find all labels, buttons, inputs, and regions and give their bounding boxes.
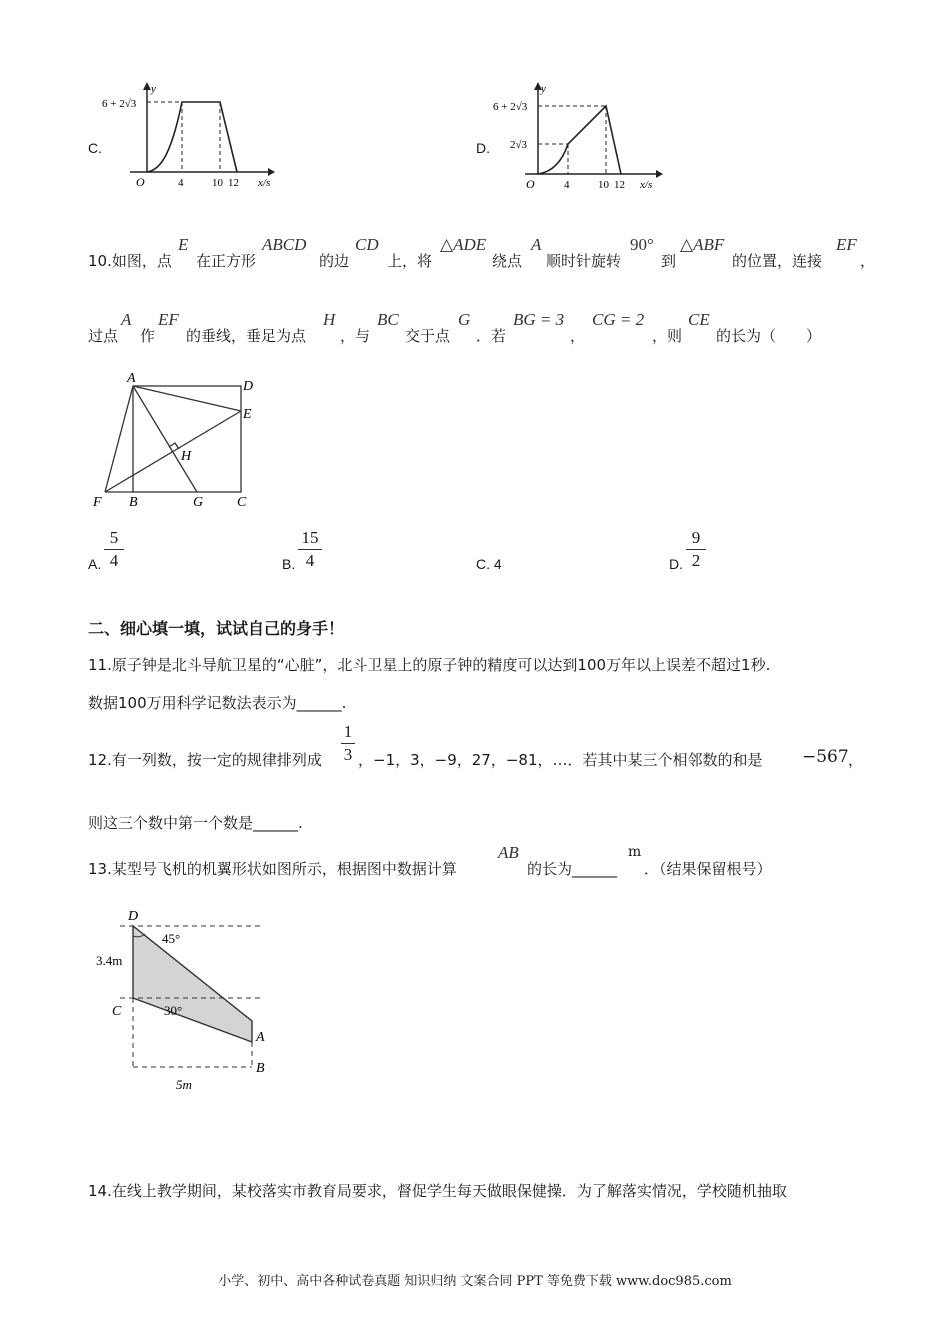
svg-text:12: 12 xyxy=(228,177,239,189)
q13-figure xyxy=(90,905,280,1095)
option-a: A. xyxy=(88,556,102,572)
svg-text:3.4m: 3.4m xyxy=(96,953,123,968)
q10-text: 10.如图，点 xyxy=(88,252,172,270)
svg-text:F: F xyxy=(93,495,102,510)
fraction-d: 9 2 xyxy=(686,528,706,571)
svg-text:x/s: x/s xyxy=(640,179,653,191)
footer-text: 小学、初中、高中各种试卷真题 知识归纳 文案合同 PPT 等免费下载 xyxy=(218,1274,612,1289)
q11-line1: 11.原子钟是北斗导航卫星的“心脏”，北斗卫星上的原子钟的精度可以达到100万年以上误差不超过1秒. xyxy=(88,656,771,674)
option-d: D. xyxy=(669,556,683,572)
svg-text:B: B xyxy=(256,1061,265,1076)
q12-fraction: 1 3 xyxy=(341,722,355,765)
q14-line1: 14.在线上教学期间，某校落实市教育局要求，督促学生每天做眼保健操．为了解落实情况，学校随机抽取 xyxy=(88,1182,787,1200)
svg-text:C: C xyxy=(112,1004,122,1019)
fraction-b: 15 4 xyxy=(298,528,322,571)
q11-line2: 数据100万用科学记数法表示为______. xyxy=(88,694,347,712)
svg-text:45°: 45° xyxy=(162,931,181,946)
svg-text:30°: 30° xyxy=(164,1003,183,1018)
option-c-label: C. xyxy=(88,140,102,156)
peak-label: 6 + 2√3 xyxy=(102,98,137,110)
svg-text:H: H xyxy=(181,449,192,464)
svg-text:12: 12 xyxy=(614,179,625,191)
svg-text:A: A xyxy=(256,1030,265,1045)
q12-text: 12.有一列数，按一定的规律排列成 xyxy=(88,751,322,769)
svg-text:D: D xyxy=(243,379,254,394)
svg-text:6 + 2√3: 6 + 2√3 xyxy=(493,101,528,113)
svg-text:D: D xyxy=(128,909,139,924)
svg-text:4: 4 xyxy=(178,177,184,189)
svg-text:x/s: x/s xyxy=(258,177,271,189)
svg-text:O: O xyxy=(136,175,145,189)
svg-text:y: y xyxy=(151,83,156,95)
option-d-label: D. xyxy=(476,140,490,156)
svg-text:5m: 5m xyxy=(176,1077,192,1092)
svg-text:2√3: 2√3 xyxy=(510,139,528,151)
q12-line2: 则这三个数中第一个数是______. xyxy=(88,814,303,832)
graph-curve xyxy=(538,106,621,174)
svg-text:4: 4 xyxy=(564,179,570,191)
svg-text:B: B xyxy=(129,495,138,510)
option-c: C. 4 xyxy=(476,556,502,572)
svg-text:y: y xyxy=(541,83,546,95)
fraction-a: 5 4 xyxy=(104,528,124,571)
svg-text:C: C xyxy=(237,495,247,510)
graph-option-c xyxy=(100,80,280,190)
svg-text:E: E xyxy=(243,407,252,422)
svg-text:10: 10 xyxy=(598,179,609,191)
svg-text:G: G xyxy=(193,495,204,510)
graph-option-d xyxy=(490,82,670,192)
svg-text:10: 10 xyxy=(212,177,223,189)
svg-text:O: O xyxy=(526,177,535,191)
footer-link[interactable]: www.doc985.com xyxy=(616,1274,732,1289)
option-b: B. xyxy=(282,556,296,572)
svg-text:A: A xyxy=(127,371,136,386)
section-heading: 二、细心填一填，试试自己的身手！ xyxy=(88,619,345,638)
q13-text: 13.某型号飞机的机翼形状如图所示，根据图中数据计算 xyxy=(88,860,457,878)
graph-curve xyxy=(147,102,237,172)
footer xyxy=(0,1270,950,1289)
q10-figure xyxy=(85,368,265,513)
